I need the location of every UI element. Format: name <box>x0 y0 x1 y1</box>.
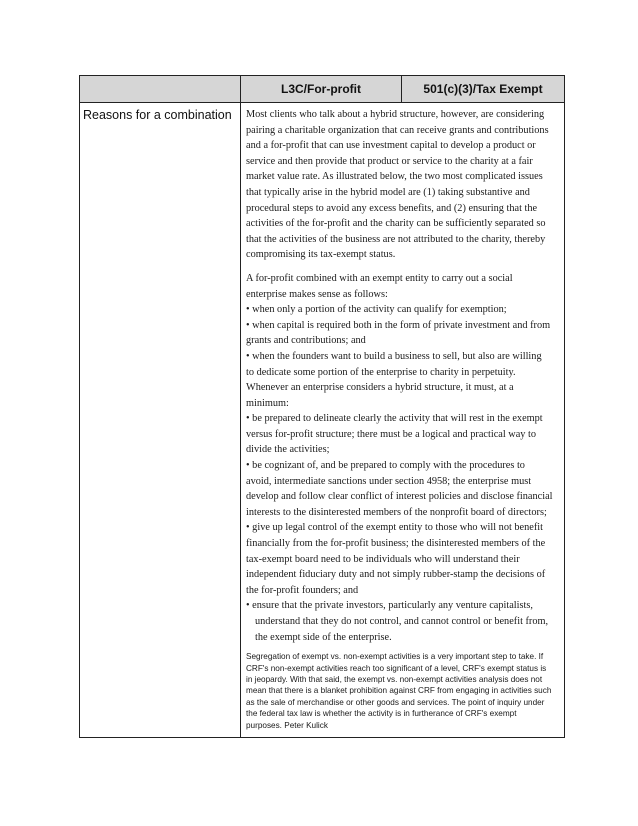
text-line: • when the founders want to build a business to sell, but also are willing <box>246 350 542 362</box>
text-line: • be cognizant of, and be prepared to comply with the procedures to <box>246 460 525 472</box>
header-l3c-for-profit: L3C/For-profit <box>241 76 402 103</box>
text-line: the exempt side of the enterprise. <box>255 631 392 643</box>
table-header-row <box>80 76 565 103</box>
text-line: pairing a charitable organization that can receive grants and contributions <box>246 124 549 136</box>
text-line: financially from the for-profit business; the disinterested members of the <box>246 538 546 550</box>
text-line: activities of the for-profit and the charity can be sufficiently separated so <box>246 218 546 230</box>
text-line: market value rate. As illustrated below, the two most complicated issues <box>246 171 543 183</box>
row-label-reasons: Reasons for a combination <box>80 103 241 738</box>
paragraph-hybrid-structure <box>246 107 559 263</box>
comparison-table <box>79 75 565 738</box>
text-line: avoid, intermediate sanctions under section 4958; the enterprise must <box>246 475 532 487</box>
paragraph-combination-reasons <box>246 271 559 598</box>
text-line: procedural steps to avoid any excess benefits, and (2) ensuring that the <box>246 202 538 214</box>
note-line: in jeopardy. With that said, the exempt vs. non-exempt activities analysis does not <box>246 675 543 684</box>
text-line: and a for-profit that can use investment capital to develop a product or <box>246 140 536 152</box>
segregation-note <box>246 651 559 731</box>
text-line: the for-profit founders; and <box>246 584 359 596</box>
text-line: • ensure that the private investors, particularly any venture capitalists, <box>246 600 533 612</box>
note-line: as the sale of merchandise or other goods and services. The point of inquiry under <box>246 697 545 707</box>
text-line: A for-profit combined with an exempt entity to carry out a social <box>246 272 513 284</box>
text-line: to dedicate some portion of the enterprise to charity in perpetuity. <box>246 366 516 378</box>
note-line: mean that there is a blanket prohibition against CRF from engaging in activities such <box>246 686 552 696</box>
header-501c3-tax-exempt: 501(c)(3)/Tax Exempt <box>402 76 565 103</box>
note-line: the federal tax law is whether the activity is in furtherance of CRF's exempt <box>246 709 517 719</box>
text-line: • give up legal control of the exempt entity to those who will not benefit <box>246 522 544 534</box>
text-line: understand that they do not control, and cannot control or benefit from, <box>255 616 549 627</box>
table-row-reasons <box>80 103 565 738</box>
text-line: tax-exempt board need to be individuals who will understand their <box>246 553 520 565</box>
text-line: service and then provide that product or service to the charity at a fair <box>246 155 533 167</box>
text-line: • when only a portion of the activity can qualify for exemption; <box>246 304 507 316</box>
text-line: that the activities of the business are not attributed to the charity, thereby <box>246 233 546 245</box>
text-line: divide the activities; <box>246 444 330 456</box>
text-line: independent fiduciary duty and not simply rubber-stamp the decisions of <box>246 569 546 581</box>
header-empty-cell <box>80 76 241 103</box>
text-line: compromising its tax-exempt status. <box>246 249 396 261</box>
note-line: purposes. Peter Kulick <box>246 720 328 730</box>
text-line: • when capital is required both in the form of private investment and from <box>246 319 551 331</box>
text-line: interests to the disinterested members of the nonprofit board of directors; <box>246 506 547 518</box>
text-line: grants and contributions; and <box>246 335 366 347</box>
text-line: minimum: <box>246 397 289 409</box>
paragraph-investor-bullet <box>246 598 559 645</box>
text-line: Whenever an enterprise considers a hybrid structure, it must, at a <box>246 382 514 394</box>
text-line: develop and follow clear conflict of interest policies and disclose financial <box>246 491 553 503</box>
text-line: Most clients who talk about a hybrid structure, however, are considering <box>246 109 545 120</box>
text-line: • be prepared to delineate clearly the activity that will rest in the exempt <box>246 413 543 425</box>
text-line: enterprise makes sense as follows: <box>246 288 388 300</box>
text-line: versus for-profit structure; there must be a logical and practical way to <box>246 428 537 440</box>
text-line: that typically arise in the hybrid model are (1) taking substantive and <box>246 186 530 198</box>
reasons-content-cell <box>241 103 565 738</box>
note-line: CRF's non-exempt activities reach too significant of a level, CRF's exempt status is <box>246 663 547 673</box>
note-line: Segregation of exempt vs. non-exempt activities is a very important step to take. If <box>246 652 544 662</box>
